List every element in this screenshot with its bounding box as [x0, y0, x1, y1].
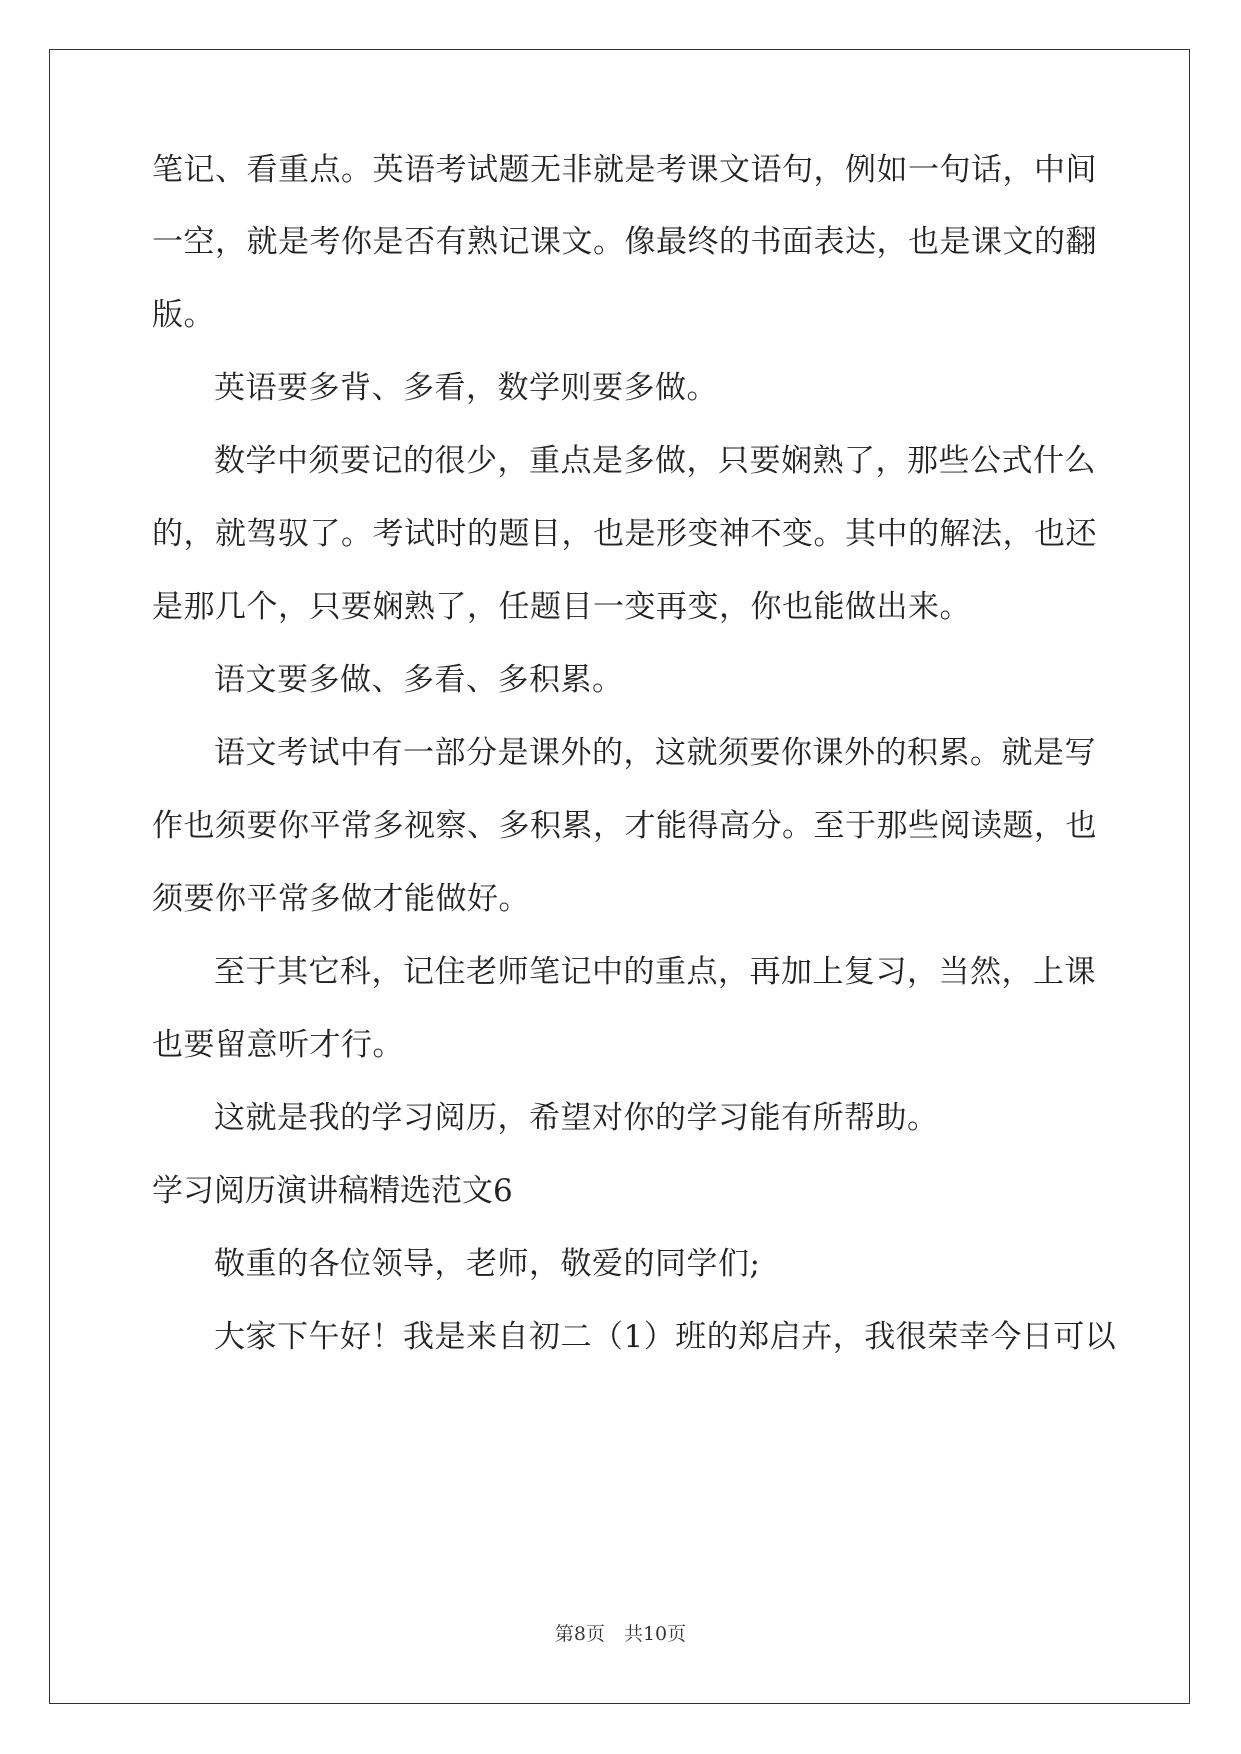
paragraph-start-line: 数学中须要记的很少，重点是多做，只要娴熟了，那些公式什么 [214, 443, 1096, 479]
text-line: 作也须要你平常多视察、多积累，才能得高分。至于那些阅读题，也 [152, 808, 1097, 844]
paragraph-start-line: 大家下午好！我是来自初二（1）班的郑启卉，我很荣幸今日可以 [214, 1319, 1117, 1355]
text-line: 版。 [152, 297, 215, 333]
paragraph-start-line: 敬重的各位领导，老师，敬爱的同学们; [214, 1246, 761, 1282]
text-line: 须要你平常多做才能做好。 [152, 881, 530, 917]
page-number-footer: 第8页 共10页 [554, 1623, 687, 1645]
paragraph-start-line: 至于其它科，记住老师笔记中的重点，再加上复习，当然，上课 [214, 954, 1096, 990]
text-line: 是那几个，只要娴熟了，任题目一变再变，你也能做出来。 [152, 589, 971, 625]
text-line: 笔记、看重点。英语考试题无非就是考课文语句，例如一句话，中间 [152, 152, 1097, 188]
text-line: 一空，就是考你是否有熟记课文。像最终的书面表达，也是课文的翻 [152, 224, 1097, 260]
section-heading: 学习阅历演讲稿精选范文6 [152, 1173, 513, 1209]
paragraph-start-line: 语文考试中有一部分是课外的，这就须要你课外的积累。就是写 [214, 735, 1096, 771]
paragraph-start-line: 英语要多背、多看，数学则要多做。 [214, 370, 718, 406]
text-line: 的，就驾驭了。考试时的题目，也是形变神不变。其中的解法，也还 [152, 516, 1097, 552]
paragraph-start-line: 这就是我的学习阅历，希望对你的学习能有所帮助。 [214, 1100, 939, 1136]
text-line: 也要留意听才行。 [152, 1027, 404, 1063]
paragraph-start-line: 语文要多做、多看、多积累。 [214, 662, 624, 698]
